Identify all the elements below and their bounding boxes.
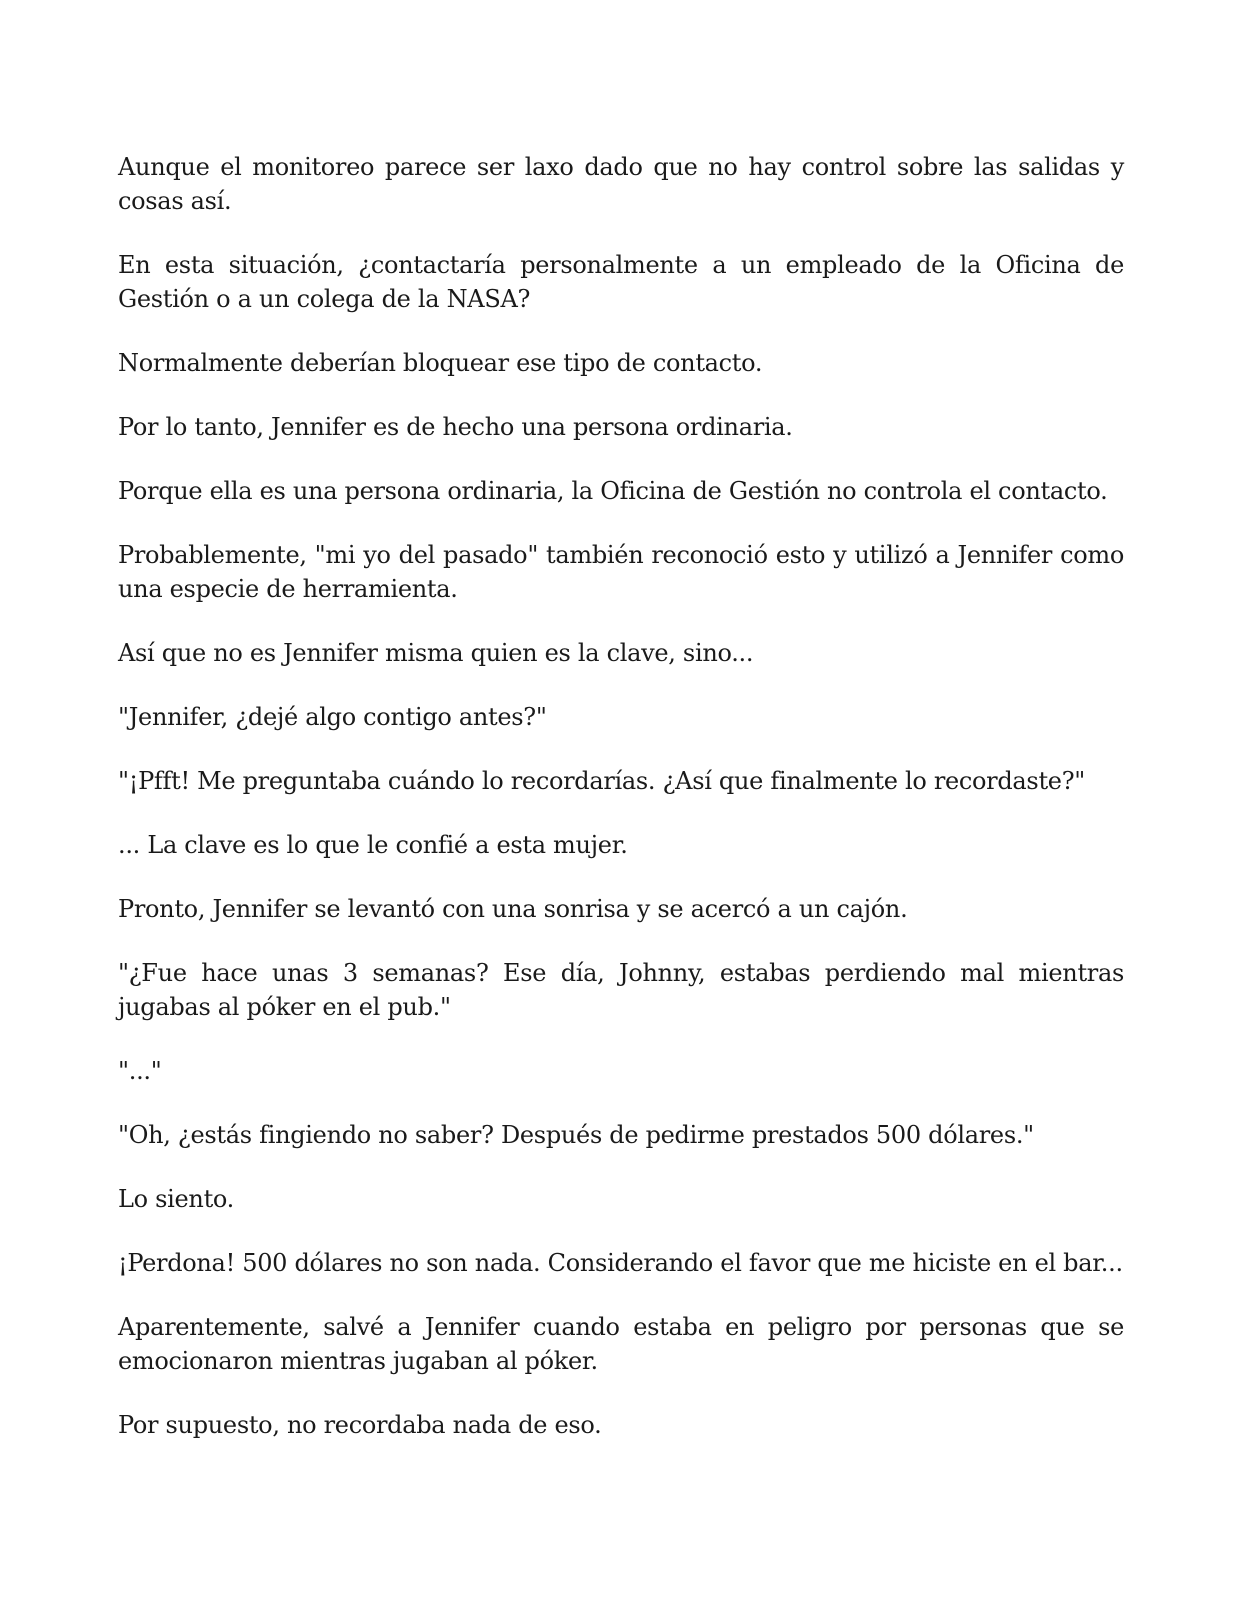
paragraph: "..." — [118, 1057, 162, 1085]
paragraph: Porque ella es una persona ordinaria, la Oficina de Gestión no controla el contacto. — [118, 477, 1108, 505]
paragraph: Así que no es Jennifer misma quien es la clave, sino... — [118, 639, 754, 667]
paragraph: "¿Fue hace unas 3 semanas? Ese día, Johnny, estabas perdiendo mal mientras jugabas al póker en el pub." — [118, 959, 1124, 1021]
paragraph: En esta situación, ¿contactaría personalmente a un empleado de la Oficina de Gestión o a un colega de la NASA? — [118, 251, 1124, 313]
paragraph: ¡Perdona! 500 dólares no son nada. Considerando el favor que me hiciste en el bar... — [118, 1249, 1123, 1277]
paragraph: Pronto, Jennifer se levantó con una sonrisa y se acercó a un cajón. — [118, 895, 908, 923]
paragraph: Por supuesto, no recordaba nada de eso. — [118, 1411, 602, 1439]
paragraph: Por lo tanto, Jennifer es de hecho una persona ordinaria. — [118, 413, 793, 441]
paragraph: Aparentemente, salvé a Jennifer cuando estaba en peligro por personas que se emocionaron mientras jugaban al póker. — [118, 1313, 1124, 1375]
paragraph: ... La clave es lo que le confié a esta mujer. — [118, 831, 628, 859]
paragraph: "¡Pfft! Me preguntaba cuándo lo recordarías. ¿Así que finalmente lo recordaste?" — [118, 767, 1085, 795]
paragraph: Lo siento. — [118, 1185, 234, 1213]
paragraph: "Jennifer, ¿dejé algo contigo antes?" — [118, 703, 547, 731]
text-body — [118, 150, 1124, 1472]
paragraph: Aunque el monitoreo parece ser laxo dado que no hay control sobre las salidas y cosas así. — [118, 153, 1124, 215]
paragraph: "Oh, ¿estás fingiendo no saber? Después de pedirme prestados 500 dólares." — [118, 1121, 1034, 1149]
paragraph: Probablemente, "mi yo del pasado" también reconoció esto y utilizó a Jennifer como una especie de herramienta. — [118, 541, 1124, 603]
paragraph: Normalmente deberían bloquear ese tipo de contacto. — [118, 349, 763, 377]
